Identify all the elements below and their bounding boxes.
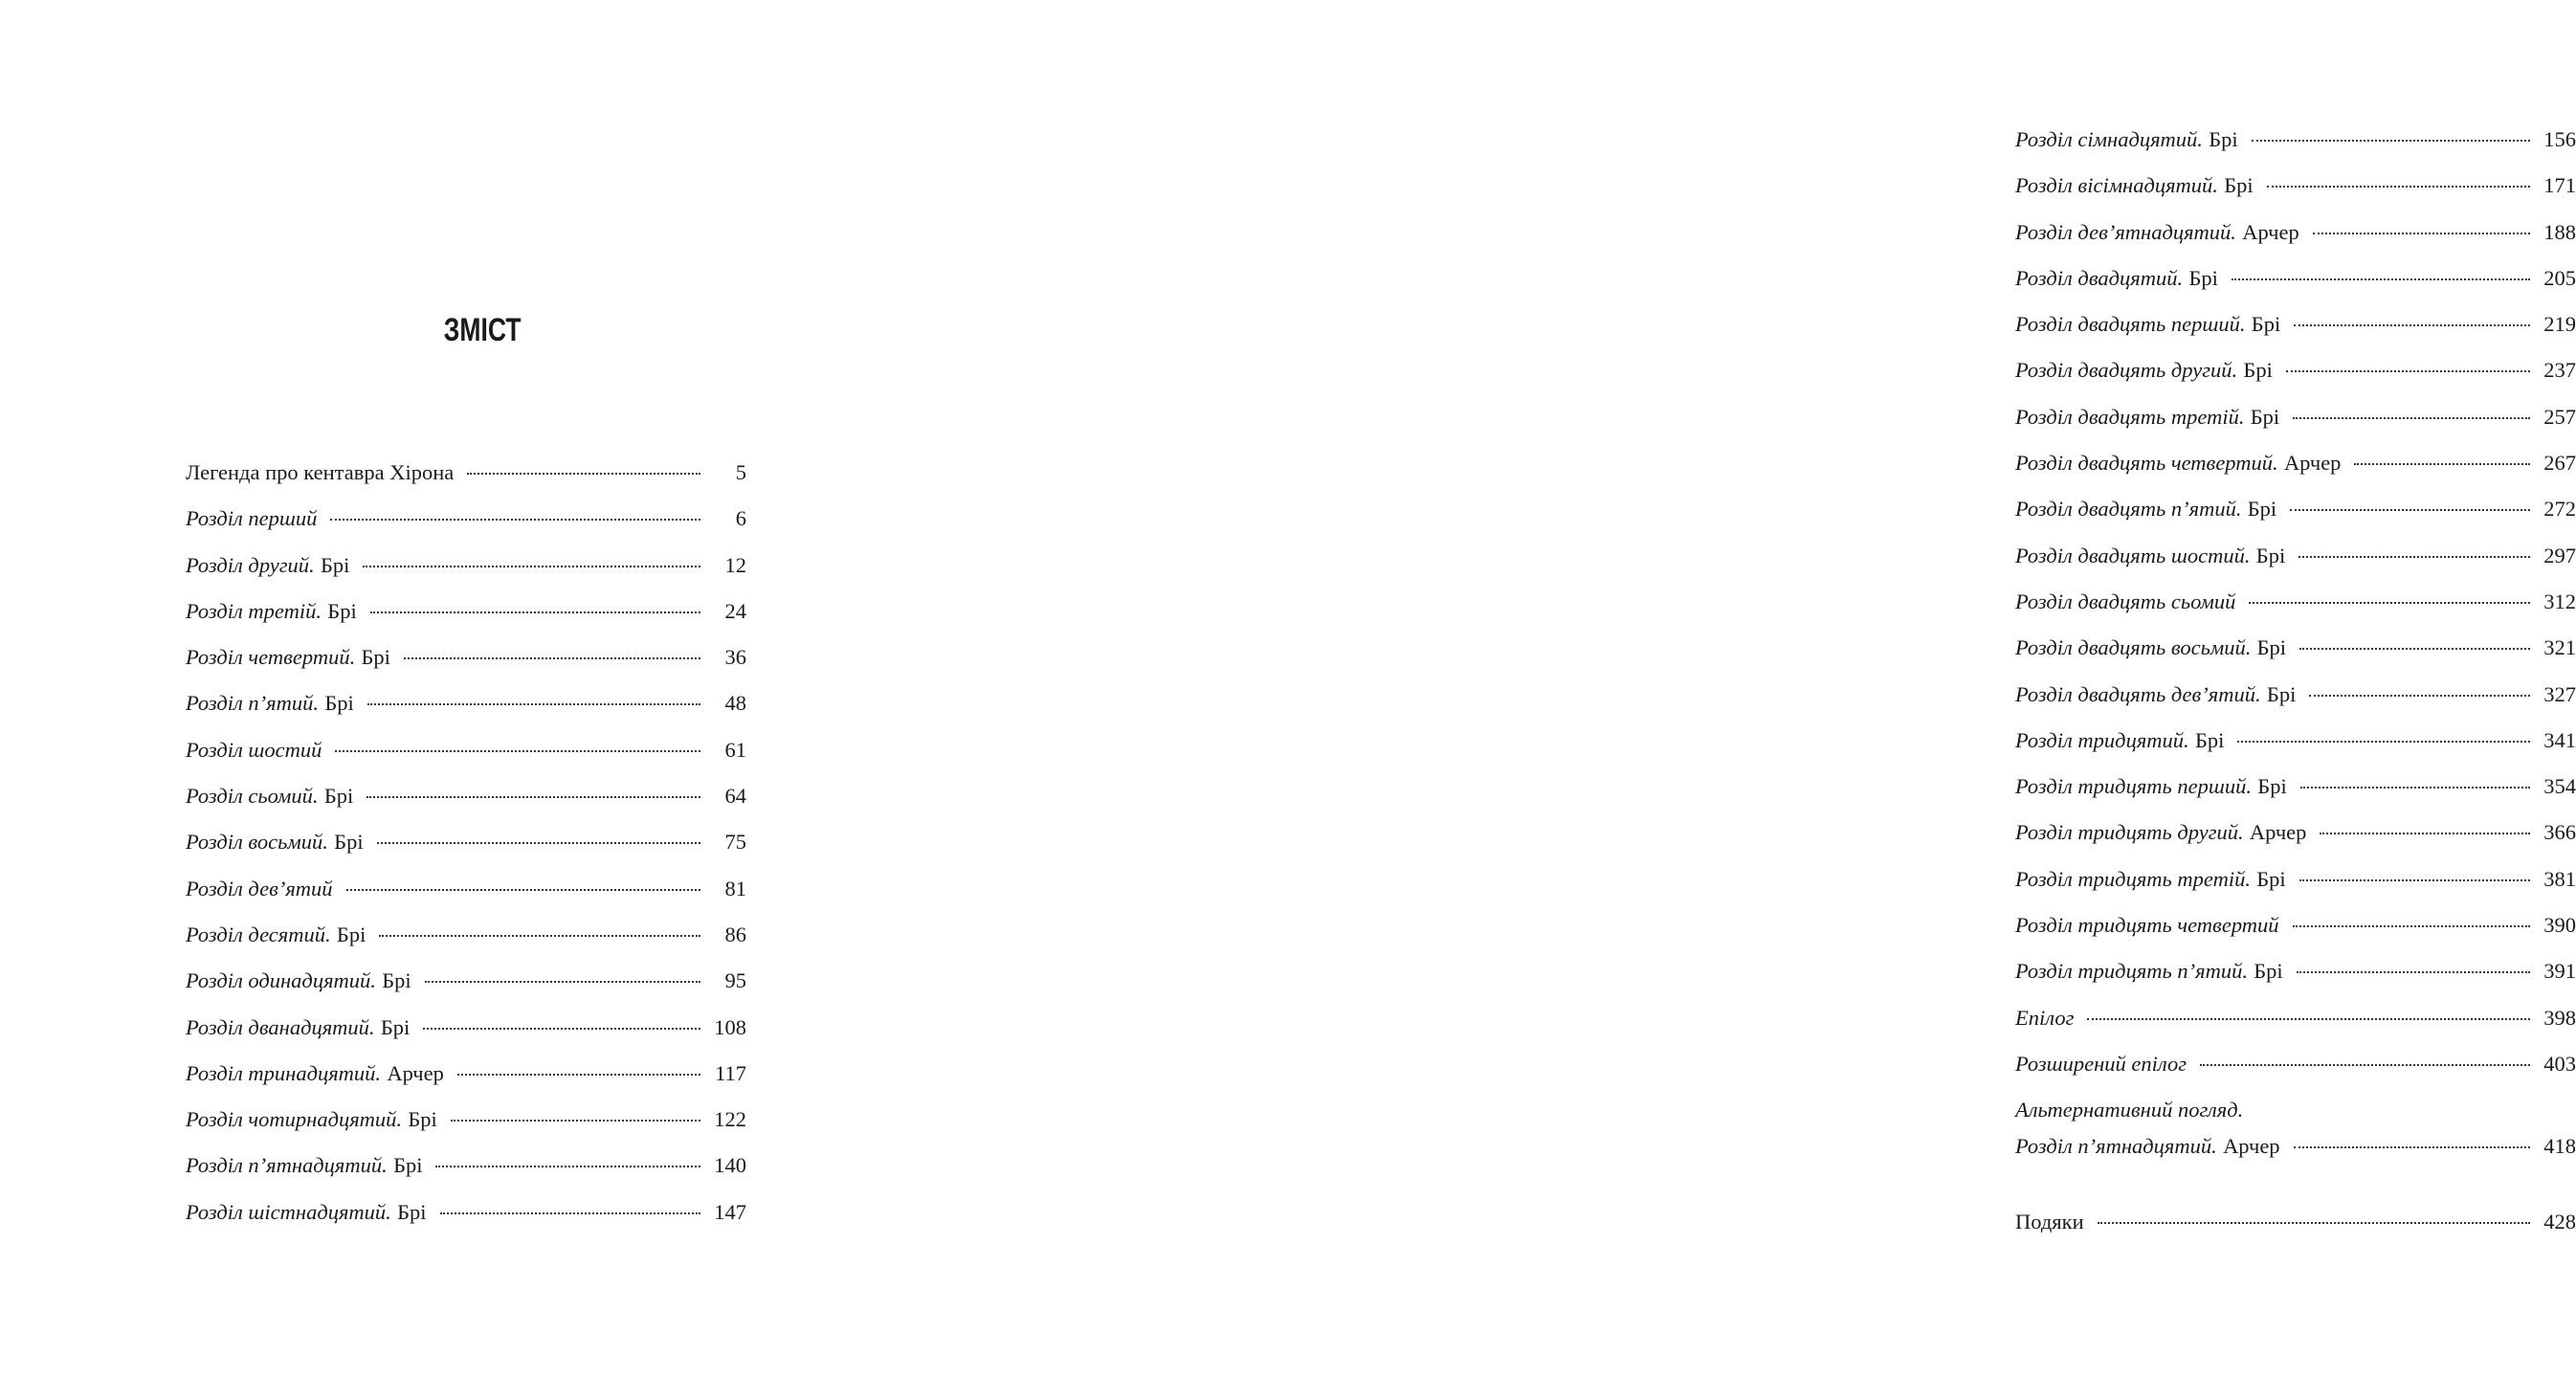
dot-leader — [457, 1074, 700, 1076]
toc-entry — [186, 505, 746, 551]
dot-leader — [425, 981, 700, 983]
dot-leader — [2293, 925, 2530, 927]
narrator-name: Брі — [2257, 774, 2287, 799]
chapter-title: Розділ тридцять третій. — [2015, 866, 2251, 891]
page-number: 297 — [2543, 543, 2576, 567]
chapter-title: Розділ четвертий. — [186, 645, 356, 670]
page-number: 219 — [2543, 312, 2576, 337]
toc-list-left — [186, 459, 746, 1245]
chapter-title: Розділ третій. — [186, 598, 322, 623]
page-number: 321 — [2543, 635, 2576, 660]
chapter-title: Альтернативний погляд. — [2015, 1098, 2244, 1122]
toc-entry — [2015, 1005, 2576, 1051]
narrator-name: Брі — [324, 691, 354, 716]
toc-entry — [2015, 311, 2576, 357]
page-number: 188 — [2543, 219, 2576, 244]
toc-entry — [2015, 773, 2576, 819]
chapter-title: Розділ сімнадцятий. — [2015, 127, 2203, 151]
toc-entry — [2015, 727, 2576, 773]
page-number: 171 — [2543, 173, 2576, 198]
page-number: 341 — [2543, 727, 2576, 752]
toc-entry — [2015, 912, 2576, 958]
page-number: 64 — [724, 784, 746, 809]
toc-entry — [186, 922, 746, 967]
dot-leader — [2249, 602, 2530, 604]
dot-leader — [2300, 787, 2530, 789]
dot-leader — [404, 657, 700, 659]
dot-leader — [2294, 1146, 2530, 1148]
narrator-name: Брі — [2247, 497, 2277, 522]
page-number: 418 — [2543, 1134, 2576, 1159]
dot-leader — [2309, 695, 2530, 697]
narrator-name: Брі — [2250, 404, 2280, 429]
toc-entry — [186, 1014, 746, 1060]
dot-leader — [467, 473, 700, 475]
chapter-title: Розділ двадцять п’ятий. — [2015, 497, 2242, 522]
narrator-name: Брі — [2256, 635, 2287, 660]
toc-entry — [186, 598, 746, 644]
chapter-title: Розділ восьмий. — [186, 830, 328, 855]
toc-entry — [2015, 172, 2576, 218]
toc-entry — [186, 783, 746, 829]
dot-leader — [346, 889, 700, 891]
page-number: 257 — [2543, 404, 2576, 429]
chapter-title: Розділ перший — [186, 506, 318, 531]
dot-leader — [363, 566, 700, 567]
narrator-name: Брі — [2224, 173, 2254, 198]
chapter-title: Розділ другий. — [186, 552, 315, 577]
toc-entry — [186, 1060, 746, 1106]
narrator-name: Арчер — [2249, 820, 2307, 845]
dot-leader — [377, 842, 700, 844]
dot-leader — [2299, 648, 2530, 650]
page-number: 398 — [2543, 1005, 2576, 1030]
dot-leader — [2232, 278, 2530, 280]
toc-entry — [2015, 819, 2576, 865]
page-number: 391 — [2543, 959, 2576, 984]
narrator-name: Брі — [393, 1153, 423, 1178]
dot-leader — [330, 519, 700, 521]
toc-entry — [2015, 404, 2576, 450]
chapter-title: Розділ п’ятнадцятий. — [2015, 1134, 2217, 1159]
chapter-title: Розділ одинадцятий. — [186, 968, 376, 993]
toc-entry — [2015, 265, 2576, 311]
toc-entry — [2015, 1097, 2576, 1133]
chapter-title: Розділ вісімнадцятий. — [2015, 173, 2218, 198]
narrator-name: Брі — [2255, 543, 2286, 567]
page-number: 272 — [2543, 497, 2576, 522]
dot-leader — [2293, 417, 2530, 419]
page-number: 237 — [2543, 358, 2576, 383]
chapter-title: Розділ двадцять другий. — [2015, 358, 2238, 383]
narrator-name: Брі — [380, 1014, 411, 1039]
chapter-title: Епілог — [2015, 1005, 2075, 1030]
page-number: 312 — [2543, 589, 2576, 613]
toc-entry — [2015, 496, 2576, 542]
chapter-title: Розділ чотирнадцятий. — [186, 1107, 403, 1132]
page-number: 390 — [2543, 913, 2576, 938]
page-number: 122 — [714, 1107, 746, 1132]
toc-entry — [186, 1199, 746, 1245]
toc-entry — [2015, 681, 2576, 727]
chapter-title: Розділ двадцятий. — [2015, 265, 2184, 290]
chapter-title: Розділ п’ятнадцятий. — [186, 1153, 388, 1178]
page-number: 117 — [715, 1060, 746, 1085]
right-page — [919, 0, 2576, 1378]
dot-leader — [2200, 1064, 2530, 1066]
dot-leader — [2087, 1018, 2530, 1020]
page-number: 36 — [724, 645, 746, 670]
dot-leader — [370, 611, 700, 613]
chapter-title: Розділ тридцять п’ятий. — [2015, 959, 2248, 984]
page-number: 428 — [2543, 1209, 2576, 1234]
toc-entry — [186, 967, 746, 1013]
chapter-title: Розділ дванадцятий. — [186, 1014, 375, 1039]
toc-list-right — [2015, 126, 2576, 1255]
page-number: 366 — [2543, 820, 2576, 845]
page-number: 86 — [724, 922, 746, 946]
toc-entry — [186, 876, 746, 922]
dot-leader — [423, 1028, 700, 1030]
page-number: 12 — [724, 552, 746, 577]
chapter-title: Розділ двадцять дев’ятий. — [2015, 681, 2261, 706]
toc-entry — [2015, 866, 2576, 912]
dot-leader — [2297, 971, 2530, 973]
dot-leader — [2252, 140, 2530, 142]
chapter-title: Розділ тридцять перший. — [2015, 774, 2252, 799]
page-number: 75 — [724, 830, 746, 855]
dot-leader — [2237, 741, 2530, 743]
dot-leader — [2313, 233, 2530, 234]
page-number: 381 — [2543, 866, 2576, 891]
dot-leader — [2320, 833, 2530, 834]
page-number: 61 — [724, 737, 746, 762]
dot-leader — [435, 1166, 700, 1167]
chapter-title: Розділ тридцять другий. — [2015, 820, 2244, 845]
narrator-name: Арчер — [2223, 1134, 2280, 1159]
toc-entry — [186, 1152, 746, 1198]
dot-leader — [366, 796, 700, 798]
narrator-name: Брі — [408, 1107, 437, 1132]
chapter-title: Розділ дев’ятий — [186, 876, 333, 900]
narrator-name: Брі — [361, 645, 390, 670]
entry-label: Подяки — [2015, 1209, 2084, 1234]
toc-entry — [2015, 958, 2576, 1004]
narrator-name: Брі — [2194, 727, 2225, 752]
narrator-name: Брі — [336, 922, 366, 946]
dot-leader — [2298, 556, 2530, 558]
page-number: 327 — [2543, 681, 2576, 706]
chapter-title: Розділ двадцять шостий. — [2015, 543, 2251, 567]
toc-entry — [2015, 634, 2576, 680]
chapter-title: Розділ шостий — [186, 737, 322, 762]
narrator-name: Арчер — [2283, 451, 2342, 476]
page-number: 403 — [2543, 1051, 2576, 1076]
entry-label: Легенда про кентавра Хірона — [186, 460, 455, 484]
narrator-name: Брі — [323, 784, 354, 809]
dot-leader — [2294, 324, 2530, 326]
page-number: 48 — [724, 691, 746, 716]
page-number: 156 — [2543, 127, 2576, 151]
narrator-name: Брі — [327, 598, 357, 623]
toc-entry — [186, 829, 746, 875]
page-number: 147 — [714, 1199, 746, 1224]
chapter-title: Розділ сьомий. — [186, 784, 319, 809]
toc-entry — [186, 552, 746, 598]
toc-entry — [2015, 1209, 2576, 1255]
narrator-name: Арчер — [2242, 219, 2299, 244]
dot-leader — [367, 703, 700, 705]
chapter-title: Розділ тридцятий. — [2015, 727, 2189, 752]
narrator-name: Брі — [382, 968, 411, 993]
dot-leader — [2299, 879, 2530, 881]
page-number: 354 — [2543, 774, 2576, 799]
narrator-name: Брі — [2209, 127, 2238, 151]
narrator-name: Брі — [2243, 358, 2273, 383]
dot-leader — [451, 1120, 700, 1122]
toc-entry — [2015, 543, 2576, 589]
narrator-name: Брі — [320, 552, 350, 577]
chapter-title: Розширений епілог — [2015, 1051, 2187, 1076]
dot-leader — [2286, 370, 2530, 372]
toc-entry — [2015, 450, 2576, 496]
toc-entry — [186, 644, 746, 690]
narrator-name: Брі — [2256, 866, 2286, 891]
page-number: 6 — [735, 506, 746, 531]
narrator-name: Брі — [2188, 265, 2218, 290]
toc-entry — [2015, 357, 2576, 403]
toc-entry — [2015, 219, 2576, 265]
dot-leader — [335, 750, 700, 752]
page-number: 81 — [724, 876, 746, 900]
dot-leader — [2267, 186, 2530, 188]
dot-leader — [2098, 1222, 2530, 1224]
page-number: 205 — [2543, 265, 2576, 290]
page-number: 267 — [2543, 451, 2576, 476]
chapter-title: Розділ шістнадцятий. — [186, 1199, 391, 1224]
page-number: 24 — [724, 598, 746, 623]
chapter-title: Розділ двадцять перший. — [2015, 312, 2246, 337]
chapter-title: Розділ тридцять четвертий — [2015, 913, 2279, 938]
page-number: 108 — [714, 1014, 746, 1039]
narrator-name: Брі — [2266, 681, 2297, 706]
toc-title: ЗМІСТ — [443, 312, 522, 348]
toc-entry — [2015, 126, 2576, 172]
toc-entry — [186, 690, 746, 736]
dot-leader — [2290, 509, 2530, 511]
narrator-name: Арчер — [387, 1060, 444, 1085]
chapter-title: Розділ десятий. — [186, 922, 331, 946]
toc-entry — [186, 1106, 746, 1152]
chapter-title: Розділ тринадцятий. — [186, 1060, 382, 1085]
narrator-name: Брі — [2251, 312, 2281, 337]
toc-entry — [186, 737, 746, 783]
page-number: 140 — [714, 1153, 746, 1178]
chapter-title: Розділ двадцять восьмий. — [2015, 635, 2252, 660]
chapter-title: Розділ двадцять третій. — [2015, 404, 2245, 429]
chapter-title: Розділ п’ятий. — [186, 691, 320, 716]
chapter-title: Розділ дев’ятнадцятий. — [2015, 219, 2236, 244]
left-page — [0, 0, 919, 1378]
page-number: 5 — [735, 460, 746, 484]
chapter-title: Розділ двадцять сьомий — [2015, 589, 2236, 613]
toc-entry — [186, 459, 746, 505]
page-number: 95 — [724, 968, 746, 993]
toc-entry — [2015, 1133, 2576, 1179]
narrator-name: Брі — [397, 1199, 427, 1224]
narrator-name: Брі — [334, 830, 364, 855]
dot-leader — [379, 935, 700, 937]
narrator-name: Брі — [2254, 959, 2283, 984]
dot-leader — [2354, 463, 2530, 465]
chapter-title: Розділ двадцять четвертий. — [2015, 451, 2278, 476]
toc-entry — [2015, 1051, 2576, 1097]
dot-leader — [440, 1212, 700, 1214]
toc-entry — [2015, 589, 2576, 634]
